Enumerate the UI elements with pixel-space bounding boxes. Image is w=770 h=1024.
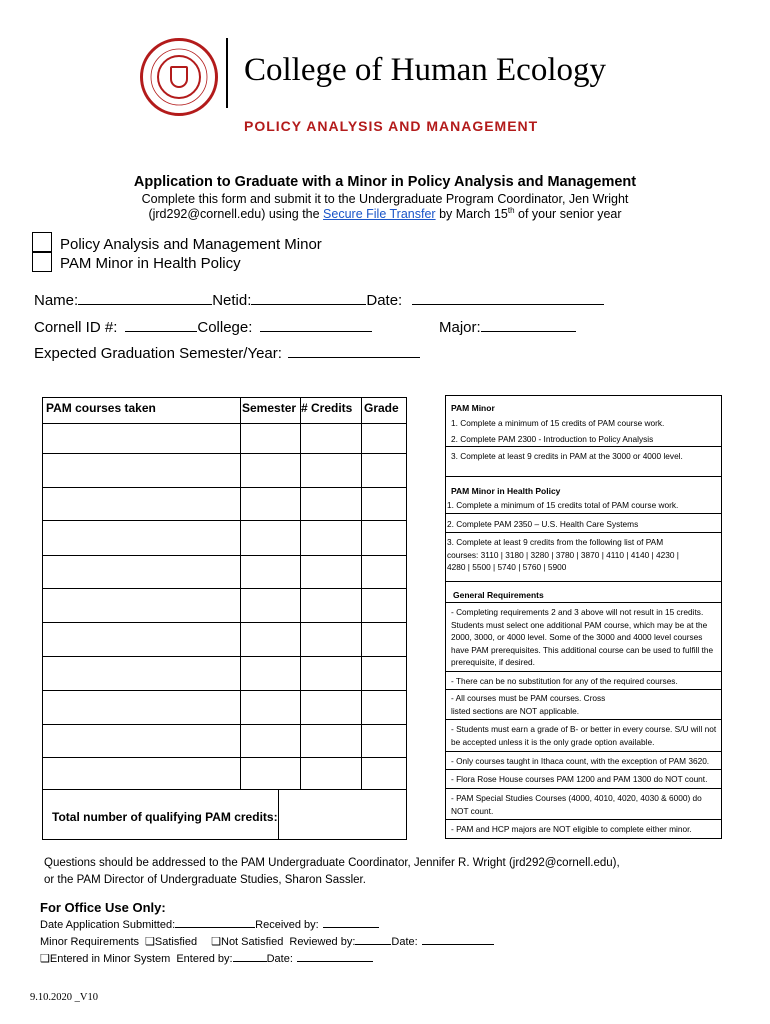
table-row [42, 656, 407, 657]
requirements-divider [445, 532, 722, 533]
received-by-label: Received by: [255, 919, 319, 931]
id-row [34, 317, 372, 336]
office-row-3 [40, 951, 373, 965]
health-minor-title: PAM Minor in Health Policy [451, 486, 561, 496]
pam-minor-item: 2. Complete PAM 2300 - Introduction to Policy Analysis [451, 434, 654, 444]
requirements-divider [445, 446, 722, 447]
general-requirement-item: - All courses must be PAM courses. Cross listed sections are NOT applicable. [451, 693, 606, 716]
table-row [42, 789, 407, 790]
office-row-2 [40, 934, 494, 948]
table-column-divider [240, 397, 241, 789]
office-use-title: For Office Use Only: [40, 900, 166, 915]
table-row [42, 588, 407, 589]
seal-inner-ring [157, 55, 201, 99]
requirements-divider [445, 689, 722, 690]
general-requirement-item: - Flora Rose House courses PAM 1200 and PAM 1300 do NOT count. [451, 774, 708, 784]
superscript: th [507, 206, 515, 215]
entered-label: Entered in Minor System [49, 953, 171, 965]
courses-table [42, 397, 407, 840]
major-field[interactable] [481, 317, 576, 332]
satisfied-checkbox[interactable]: ❑ [145, 936, 155, 948]
date-submitted-field[interactable] [175, 917, 255, 928]
date-label: Date: [366, 292, 403, 309]
entered-by-field[interactable] [233, 951, 267, 962]
general-requirement-item: - There can be no substitution for any of the required courses. [451, 676, 678, 686]
header-divider [226, 38, 228, 108]
general-requirements-title: General Requirements [453, 590, 544, 600]
instructions-text: (jrd292@cornell.edu) using the [148, 207, 324, 222]
date-submitted-label: Date Application Submitted: [40, 919, 176, 931]
cornell-id-label: Cornell ID #: [34, 319, 118, 336]
header-courses: PAM courses taken [46, 401, 156, 415]
general-requirement-item: - PAM Special Studies Courses (4000, 4010, 4020, 4030 & 6000) do NOT count. [451, 793, 702, 816]
health-minor-item: 2. Complete PAM 2350 – U.S. Health Care Systems [447, 519, 639, 529]
general-requirement-item: - Students must earn a grade of B- or better in every course. S/U will not be accepted unless it is the only grade option available. [451, 724, 717, 747]
table-row [42, 622, 407, 623]
netid-label: Netid: [212, 292, 252, 309]
instructions-text: of your senior year [514, 207, 622, 222]
review-date-label: Date: [391, 936, 418, 948]
department-name: POLICY ANALYSIS AND MANAGEMENT [244, 118, 539, 134]
major-row [439, 317, 576, 336]
requirements-divider [445, 513, 722, 514]
instructions-line-2 [0, 206, 770, 221]
college-field[interactable] [260, 317, 372, 332]
graduation-row [34, 343, 420, 362]
header-grade: Grade [364, 401, 399, 415]
requirements-divider [445, 788, 722, 789]
pam-minor-item: 1. Complete a minimum of 15 credits of PAM course work. [451, 418, 665, 428]
pam-minor-checkbox[interactable] [32, 232, 52, 252]
netid-field[interactable] [251, 290, 366, 305]
requirements-divider [445, 819, 722, 820]
office-row-1 [40, 917, 379, 931]
name-row [34, 290, 604, 309]
table-row [42, 757, 407, 758]
cornell-id-field[interactable] [125, 317, 197, 332]
entered-checkbox[interactable]: ❑ [40, 953, 50, 965]
not-satisfied-label: Not Satisfied [221, 936, 284, 948]
table-row [42, 453, 407, 454]
reviewed-by-label: Reviewed by: [289, 936, 356, 948]
form-title: Application to Graduate with a Minor in Policy Analysis and Management [133, 174, 637, 190]
requirements-divider [445, 581, 722, 582]
questions-line: Questions should be addressed to the PAM Undergraduate Coordinator, Jennifer R. Wright (jrd292@cornell.edu), [44, 857, 620, 869]
pam-minor-item: 3. Complete at least 9 credits in PAM at the 3000 or 4000 level. [451, 451, 683, 461]
college-label: College: [197, 319, 253, 336]
major-label: Major: [439, 319, 481, 336]
entered-date-field[interactable] [297, 951, 373, 962]
table-row [42, 555, 407, 556]
graduation-field[interactable] [288, 343, 420, 358]
date-field[interactable] [412, 290, 604, 305]
table-column-divider [361, 397, 362, 789]
entered-by-label: Entered by: [176, 953, 233, 965]
questions-line: or the PAM Director of Undergraduate Studies, Sharon Sassler. [44, 874, 366, 886]
entered-date-label: Date: [266, 953, 293, 965]
instructions-text: by March 15 [435, 207, 508, 222]
table-row [42, 423, 407, 424]
graduation-label: Expected Graduation Semester/Year: [34, 345, 282, 362]
name-label: Name: [34, 292, 79, 309]
general-requirement-item: - Only courses taught in Ithaca count, with the exception of PAM 3620. [451, 756, 710, 766]
pam-minor-title: PAM Minor [451, 403, 495, 413]
health-policy-minor-checkbox[interactable] [32, 252, 52, 272]
satisfied-label: Satisfied [154, 936, 198, 948]
general-requirement-item: - PAM and HCP majors are NOT eligible to complete either minor. [451, 824, 692, 834]
header-semester: Semester [242, 401, 297, 415]
requirements-divider [445, 671, 722, 672]
table-row [42, 520, 407, 521]
requirements-divider [445, 719, 722, 720]
table-column-divider [300, 397, 301, 789]
health-policy-minor-label: PAM Minor in Health Policy [60, 255, 241, 272]
health-minor-item: 1. Complete a minimum of 15 credits total of PAM course work. [447, 500, 679, 510]
requirements-divider [445, 751, 722, 752]
table-row [42, 487, 407, 488]
total-cell-divider [278, 789, 279, 840]
cornell-seal-logo [140, 38, 218, 116]
questions-block [44, 855, 620, 889]
secure-file-transfer-link[interactable]: Secure File Transfer [323, 207, 436, 222]
college-name: College of Human Ecology [244, 52, 607, 88]
table-row [42, 724, 407, 725]
instructions-line-1: Complete this form and submit it to the Undergraduate Program Coordinator, Jen Wright [141, 192, 629, 206]
header-credits: # Credits [301, 401, 353, 415]
table-row [42, 690, 407, 691]
name-field[interactable] [78, 290, 212, 305]
pam-minor-label: Policy Analysis and Management Minor [60, 236, 322, 253]
received-by-field[interactable] [323, 917, 379, 928]
requirements-divider [445, 602, 722, 603]
general-requirement-item: - Completing requirements 2 and 3 above will not result in 15 credits. Students must select one additional PAM course, which may be at the 2000, 3000, or 4000 level. Some of the 3000 and 4000 level courses have PAM prerequisites. This additional course can be used to fulfill the prerequisite, if desired. [451, 607, 714, 667]
seal-shield-icon [170, 66, 188, 88]
not-satisfied-checkbox[interactable]: ❑ [211, 936, 221, 948]
health-minor-item: 3. Complete at least 9 credits from the following list of PAM courses: 3110 | 3180 | 3280 | 3780 | 3870 | 4110 | 4140 | 4230 | 4280 | 5500 | 5740 | 5760 | 5900 [447, 537, 679, 572]
version-label: 9.10.2020 _V10 [30, 992, 98, 1003]
minor-requirements-label: Minor Requirements [40, 936, 140, 948]
total-credits-label: Total number of qualifying PAM credits: [52, 810, 278, 824]
requirements-divider [445, 769, 722, 770]
reviewed-by-field[interactable] [355, 934, 391, 945]
requirements-divider [445, 476, 722, 477]
review-date-field[interactable] [422, 934, 494, 945]
